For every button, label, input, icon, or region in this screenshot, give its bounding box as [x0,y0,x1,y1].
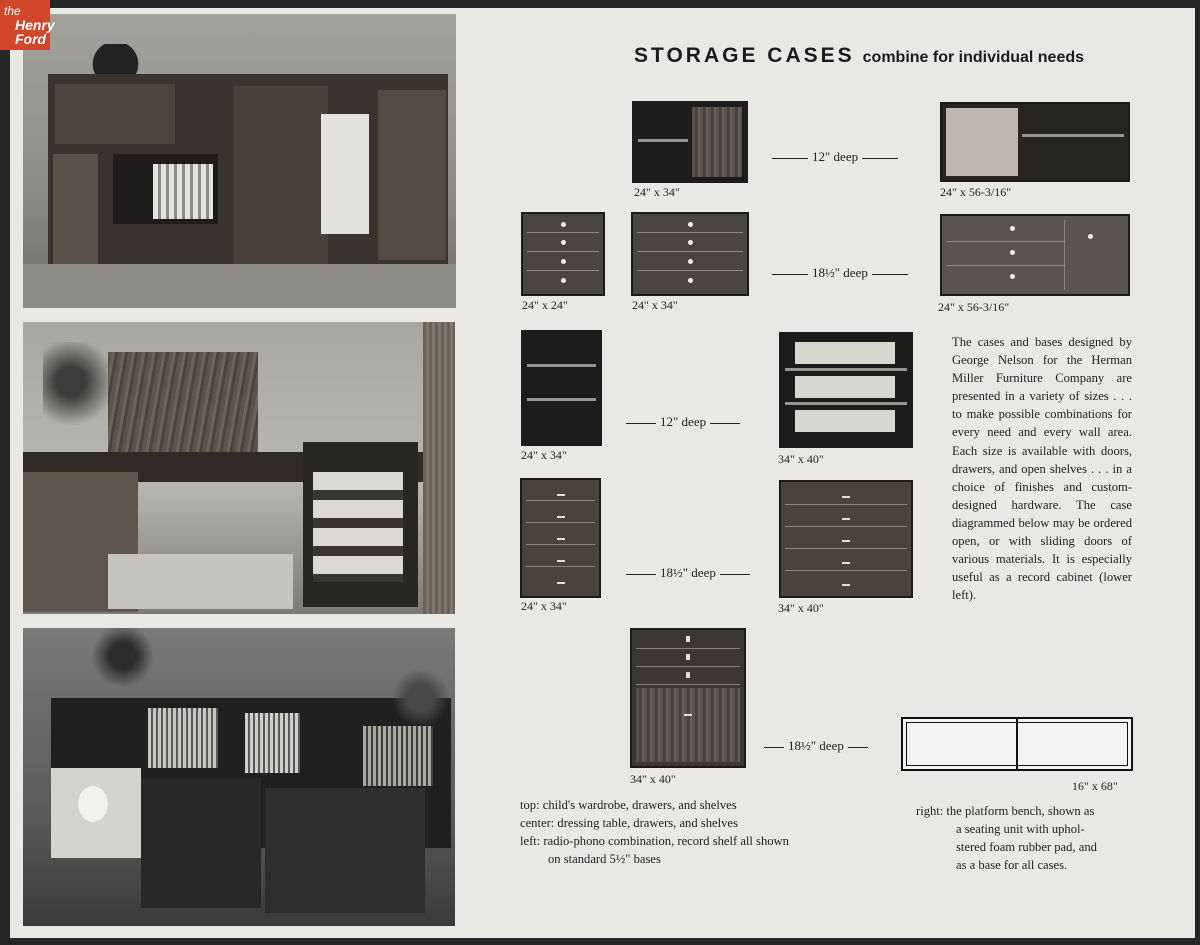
drawer-knob [688,240,693,245]
drawer-knob [688,278,693,283]
depth-row1-label: 12" deep [812,149,859,164]
drawer-line [527,232,599,233]
drawer-line [637,270,743,271]
description-paragraph: The cases and bases designed by George Nelson for the Herman Miller Furniture Company are presented in a variety of sizes . . . to make possible combinations for every need and every wall area. Each size is available with doors, drawers, and open shelves . . . in a choice of finishes and custom-designed hardware. The case diagrammed below may be ordered open, or with sliding doors of various materials. It is especially useful as a record cabinet (lower left). [952,335,1132,603]
drawer-line [527,251,599,252]
drawer-knob [1010,274,1015,279]
logo-ford: Ford [15,31,47,47]
bench-divider [1016,719,1018,769]
case-drawers-24x24 [521,212,605,296]
bench-caption-line2: a seating unit with uphol- [956,822,1085,836]
wardrobe-drawer-stack [233,86,328,266]
wood-panel-wall [423,322,455,614]
bonsai-plant [93,628,153,698]
drawer-pull [557,560,565,562]
case-doors [636,688,740,762]
drawer-knob [561,278,566,283]
hanging-dress [321,114,369,234]
caption-left: left: radio-phono combination, record shelf all shown [520,834,789,848]
drawer-line [637,232,743,233]
caption-top: top: child's wardrobe, drawers, and shelves [520,798,737,812]
drawer-knob [1010,250,1015,255]
case-shelf [527,398,596,401]
door-pull [684,714,692,716]
drawer-line [526,522,595,523]
photo-childs-wardrobe [23,14,456,308]
caption-center: center: dressing table, drawers, and shelves [520,816,738,830]
lower-cabinet-right [265,788,425,913]
folded-clothes [313,472,403,582]
title-subtitle: combine for individual needs [862,49,1085,66]
bench-caption [916,802,1097,874]
drawer-pull [686,672,690,678]
logo-the: the [4,4,21,18]
caption-left-cont: on standard 5½" bases [548,852,661,866]
drawer-line [636,648,740,649]
page-title [634,44,1084,68]
dim-24x34-b: 24" x 34" [632,298,678,312]
drawer-knob [688,222,693,227]
drawer-pull [842,562,850,564]
dim-24x34-c: 24" x 34" [521,448,567,462]
back-panel [795,410,895,432]
drawer-line [526,566,595,567]
drawer-line [526,500,595,501]
dim-24x24: 24" x 24" [522,298,568,312]
rug [23,264,456,308]
drawer-knob [561,222,566,227]
drawer-pull [557,516,565,518]
drawer-knob [1010,226,1015,231]
drawer-line [785,504,907,505]
records-3 [363,726,433,786]
records-1 [148,708,218,768]
back-panel [795,376,895,398]
depth-row4 [622,565,754,581]
plant [43,342,113,442]
dim-24x34-a: 24" x 34" [634,185,680,199]
case-light-door [946,108,1018,176]
drawer-line [637,251,743,252]
speaker-grille [78,786,108,822]
drawer-pull [686,636,690,642]
drawer-line [785,570,907,571]
drawer-line [785,548,907,549]
case-drawers-narrow [520,478,601,598]
drawer-line [636,666,740,667]
photo-radio-phono [23,628,455,926]
depth-row3 [622,414,744,430]
case-drawers-and-doors [630,628,746,768]
drawer-pull [557,538,565,540]
case-wide-open [940,102,1130,182]
drawer-line [526,544,595,545]
depth-row3-label: 12" deep [660,414,707,429]
title-main: STORAGE CASES [634,44,855,67]
drawer-line [946,241,1066,242]
drawer-pull [842,584,850,586]
platform-bench-diagram [901,717,1133,771]
case-wide-drawers [940,214,1130,296]
lower-cabinet-left [141,778,261,908]
drawer-line [946,265,1066,266]
back-panel [795,342,895,364]
drawer-pull [842,496,850,498]
dim-34x40-c: 34" x 40" [630,772,676,786]
depth-row5-label: 18½" deep [788,738,844,753]
books [153,164,213,219]
drawer-pull [686,654,690,660]
records-2 [245,713,300,773]
case-sliding-door [692,107,742,177]
case-shelf [785,402,907,405]
dim-34x40-b: 34" x 40" [778,601,824,615]
case-open-shelves-34x40 [779,332,913,448]
bench-caption-line1: right: the platform bench, shown as [916,804,1095,818]
depth-row4-label: 18½" deep [660,565,716,580]
case-shelf [638,139,688,142]
case-open-sliding-door [632,101,748,183]
drawer-pull [842,518,850,520]
henry-ford-logo [0,0,55,50]
drawer-line [785,526,907,527]
dim-24x56-a: 24" x 56-3/16" [940,185,1012,199]
case-shelf [527,364,596,367]
drawer-line [527,270,599,271]
dim-24x56-b: 24" x 56-3/16" [938,300,1010,314]
bench-caption-line4: as a base for all cases. [956,858,1068,872]
depth-row2-label: 18½" deep [812,265,868,280]
depth-row2 [768,265,912,281]
dim-bench: 16" x 68" [1072,779,1118,793]
dim-24x34-d: 24" x 34" [521,599,567,613]
photo-dressing-table [23,322,455,614]
drawer-pull [557,494,565,496]
bench-caption-line3: stered foam rubber pad, and [956,840,1097,854]
dressing-table-mirror-lid [108,352,258,457]
drawer-pull [557,582,565,584]
door-divider [1064,220,1065,290]
door-knob [1088,234,1093,239]
case-shelf [785,368,907,371]
photo-captions [520,796,789,868]
logo-henry: Henry [15,17,55,33]
depth-row5 [760,738,872,754]
case-drawers-24x34 [631,212,749,296]
leaf-plant [393,663,448,733]
case-drawers-wide [779,480,913,598]
case-shelf [1022,134,1124,137]
drawer-pull [842,540,850,542]
drawer-knob [561,259,566,264]
dim-34x40-a: 34" x 40" [778,452,824,466]
drawer-knob [688,259,693,264]
drawer-line [636,684,740,685]
wardrobe-drawers [55,84,175,144]
wardrobe-right-door [378,90,446,260]
depth-row1 [768,149,902,165]
case-open-shelves-24x34 [521,330,602,446]
stool [108,554,293,609]
drawer-knob [561,240,566,245]
